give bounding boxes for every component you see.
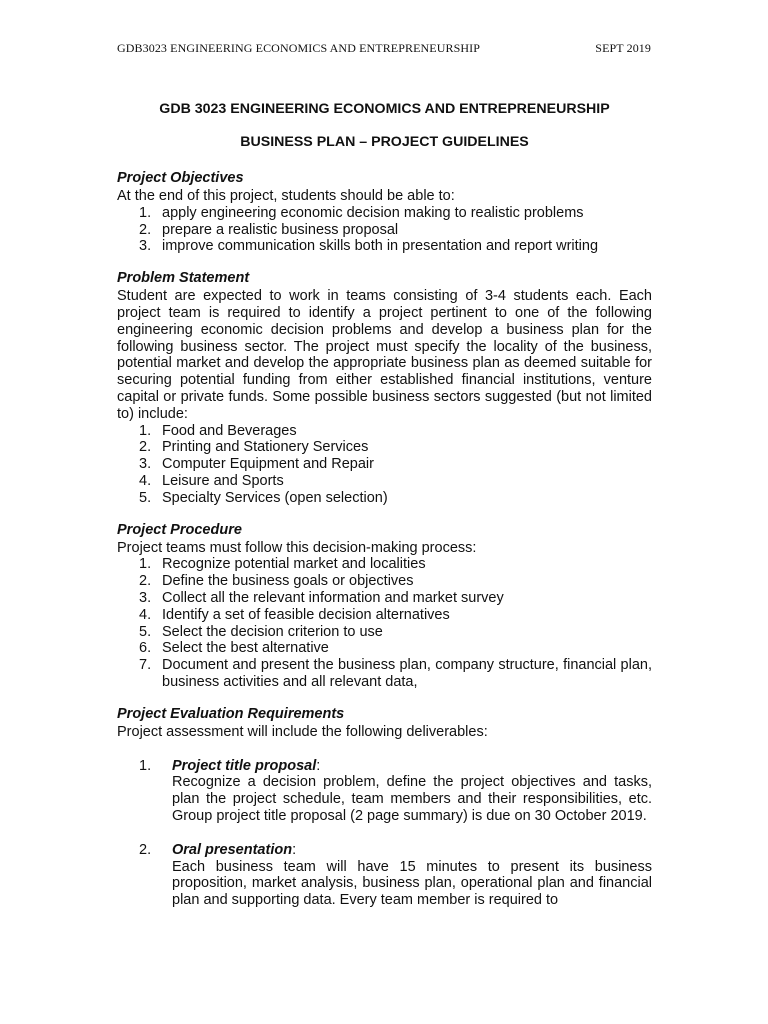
- document-subtitle: BUSINESS PLAN – PROJECT GUIDELINES: [240, 134, 529, 150]
- list-number: 3.: [139, 589, 152, 606]
- list-number: 2.: [139, 573, 152, 590]
- list-text: Document and present the business plan, company structure, financial plan, business activities and all relevant data,: [162, 657, 652, 690]
- list-number: 6.: [139, 640, 152, 657]
- list-number: 3.: [139, 456, 152, 473]
- procedure-heading: Project Procedure: [117, 521, 242, 538]
- list-item: [117, 556, 652, 573]
- list-text: prepare a realistic business proposal: [162, 221, 399, 238]
- deliverable-colon: :: [292, 841, 297, 858]
- deliverable-item: [117, 842, 652, 909]
- list-text: Select the best alternative: [162, 640, 329, 657]
- objectives-section: [117, 169, 652, 255]
- deliverable-description: Each business team will have 15 minutes to present its business proposition, market analysis, business plan, operational plan and financial plan and supporting data. Every team member is required to: [172, 858, 652, 909]
- procedure-section: [117, 521, 652, 691]
- deliverable-number: 2.: [139, 841, 152, 858]
- evaluation-intro: Project assessment will include the following deliverables:: [117, 723, 488, 740]
- deliverable-item: [117, 758, 652, 825]
- list-item: [117, 640, 652, 657]
- deliverable-title: Oral presentation: [172, 841, 293, 858]
- list-text: improve communication skills both in presentation and report writing: [162, 238, 599, 255]
- deliverable-title: Project title proposal: [172, 757, 317, 774]
- list-number: 7.: [139, 657, 152, 674]
- list-number: 2.: [139, 439, 152, 456]
- deliverables-list: [117, 758, 652, 909]
- list-item: [117, 205, 652, 222]
- procedure-intro: Project teams must follow this decision-making process:: [117, 539, 477, 556]
- list-text: Specialty Services (open selection): [162, 489, 388, 506]
- list-text: Printing and Stationery Services: [162, 439, 369, 456]
- list-number: 4.: [139, 606, 152, 623]
- deliverable-heading: [172, 758, 652, 775]
- list-number: 5.: [139, 489, 152, 506]
- running-header: [117, 41, 651, 56]
- list-item: [117, 607, 652, 624]
- evaluation-section: [117, 705, 652, 909]
- evaluation-heading: Project Evaluation Requirements: [117, 705, 345, 722]
- deliverable-number: 1.: [139, 757, 152, 774]
- list-number: 2.: [139, 221, 152, 238]
- objectives-intro: At the end of this project, students should be able to:: [117, 188, 455, 204]
- list-text: Recognize potential market and localities: [162, 556, 426, 573]
- list-item: [117, 657, 652, 691]
- list-item: [117, 590, 652, 607]
- list-text: Food and Beverages: [162, 422, 297, 439]
- list-number: 1.: [139, 422, 152, 439]
- list-text: Define the business goals or objectives: [162, 573, 414, 590]
- list-item: [117, 624, 652, 641]
- list-item: [117, 490, 652, 507]
- list-item: [117, 423, 652, 440]
- list-number: 4.: [139, 472, 152, 489]
- header-date: SEPT 2019: [595, 41, 651, 55]
- procedure-list: [117, 556, 652, 690]
- deliverable-description: Recognize a decision problem, define the project objectives and tasks, plan the project schedule, team members and their responsibilities, etc. Group project title proposal (2 page summary) is due on 30 October 2019.: [172, 774, 652, 824]
- header-course: GDB3023 ENGINEERING ECONOMICS AND ENTREPRENEURSHIP: [117, 41, 481, 55]
- list-text: Computer Equipment and Repair: [162, 456, 374, 473]
- list-item: [117, 456, 652, 473]
- business-sector-list: [117, 423, 652, 507]
- deliverable-colon: :: [316, 757, 321, 774]
- list-item: [117, 473, 652, 490]
- deliverable-heading: [172, 842, 652, 859]
- list-text: Identify a set of feasible decision alternatives: [162, 606, 450, 623]
- document-title: GDB 3023 ENGINEERING ECONOMICS AND ENTREPRENEURSHIP: [159, 101, 610, 117]
- problem-paragraph: Student are expected to work in teams consisting of 3-4 students each. Each project team is required to identify a project pertinent to one of the following engineering economic decision problems and develop a business plan for the following business sector. The project must specify the locality of the business, potential market and develop the appropriate business plan as deemed suitable for securing potential funding from either established financial institutions, venture capital or private funds. Some possible business sectors suggested (but not limited to) include:: [117, 288, 652, 422]
- problem-section: [117, 269, 652, 506]
- list-text: apply engineering economic decision making to realistic problems: [162, 204, 584, 221]
- objectives-heading: Project Objectives: [117, 170, 244, 186]
- list-number: 5.: [139, 623, 152, 640]
- list-text: Leisure and Sports: [162, 472, 284, 489]
- list-number: 3.: [139, 238, 152, 255]
- list-item: [117, 573, 652, 590]
- objectives-list: [117, 205, 652, 255]
- list-text: Collect all the relevant information and market survey: [162, 589, 504, 606]
- list-text: Select the decision criterion to use: [162, 623, 383, 640]
- list-item: [117, 238, 652, 255]
- list-number: 1.: [139, 204, 152, 221]
- document-body: [117, 100, 652, 926]
- list-item: [117, 439, 652, 456]
- list-number: 1.: [139, 556, 152, 573]
- problem-heading: Problem Statement: [117, 270, 250, 287]
- list-item: [117, 222, 652, 239]
